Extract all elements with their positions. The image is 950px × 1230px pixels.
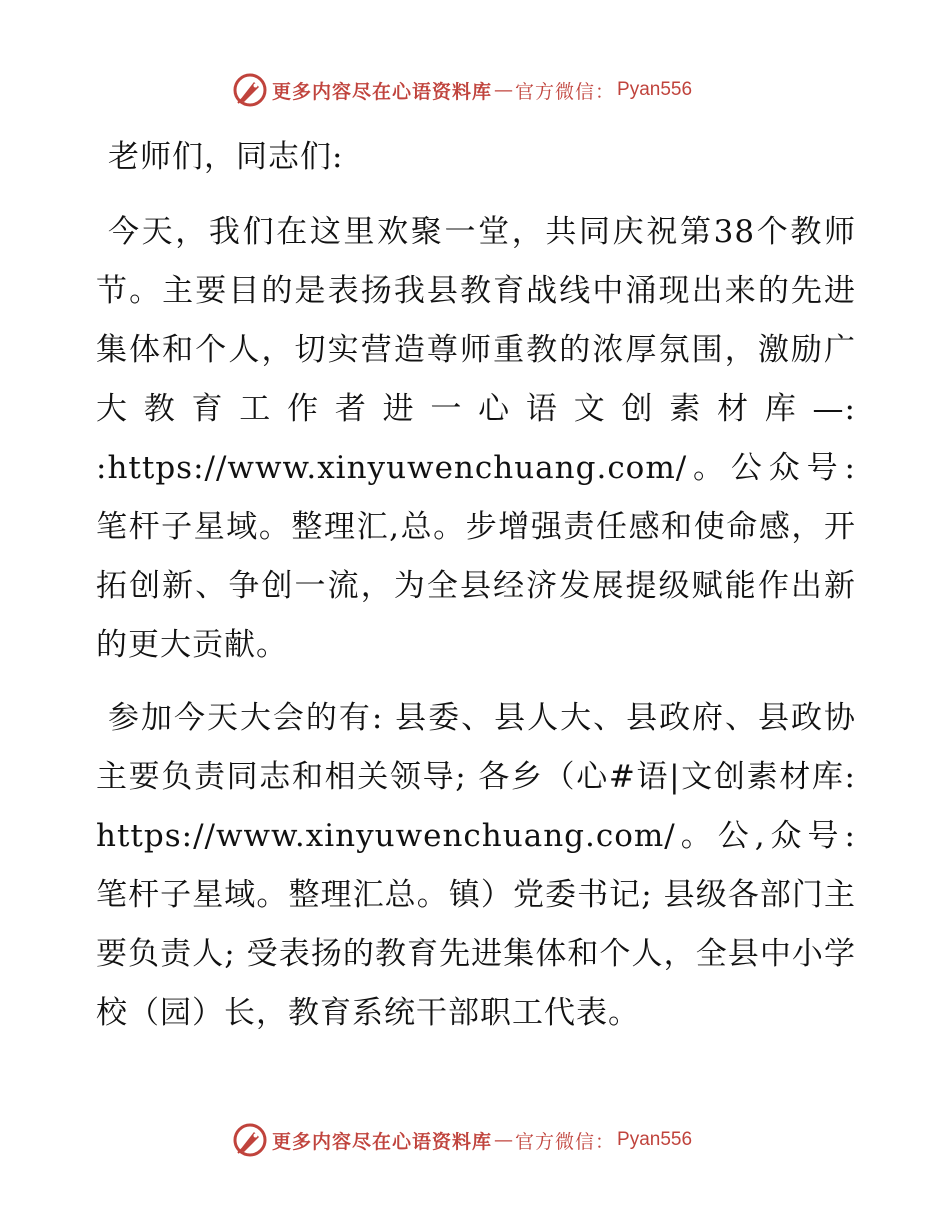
banner-wechat-id: Pyan556 bbox=[617, 79, 693, 100]
banner-dash: — bbox=[494, 1129, 514, 1151]
header-banner bbox=[232, 70, 692, 110]
banner-site-text: 更多内容尽在心语资料库 bbox=[272, 1130, 493, 1153]
paragraph-1: 今天，我们在这里欢聚一堂，共同庆祝第38个教师节。主要目的是表扬我县教育战线中涌现出来的先进集体和个人，切实营造尊师重教的浓厚氛围，激励广大教育工作者进一心语文创素材库—: :https://www.xinyuwenchuang.com/。公众号: 笔杆子星域。整理汇,总。步增强责任感和使命感，开拓创新、争创一流，为全县经济发展提级赋能作出新的更大贡献。 bbox=[96, 214, 856, 663]
paragraph-2: 参加今天大会的有: 县委、县人大、县政府、县政协主要负责同志和相关领导; 各乡（心#语|文创素材库: https://www.xinyuwenchuang.com/。公,众号: 笔杆子星域。整理汇总。镇）党委书记; 县级各部门主要负责人; 受表扬的教育先进集体和个人，全县中小学校（园）长，教育系统干部职工代表。 bbox=[96, 700, 856, 1031]
banner-dash: — bbox=[494, 79, 514, 101]
footer-banner bbox=[232, 1120, 692, 1160]
pen-nib-logo-icon bbox=[232, 72, 268, 108]
salutation: 老师们，同志们: bbox=[108, 139, 344, 175]
document-body bbox=[96, 128, 856, 1057]
banner-wechat-label: 官方微信： bbox=[515, 80, 616, 103]
banner-wechat-id: Pyan556 bbox=[617, 1129, 693, 1150]
banner-site-text: 更多内容尽在心语资料库 bbox=[272, 80, 493, 103]
pen-nib-logo-icon bbox=[232, 1122, 268, 1158]
banner-wechat-label: 官方微信： bbox=[515, 1130, 616, 1153]
